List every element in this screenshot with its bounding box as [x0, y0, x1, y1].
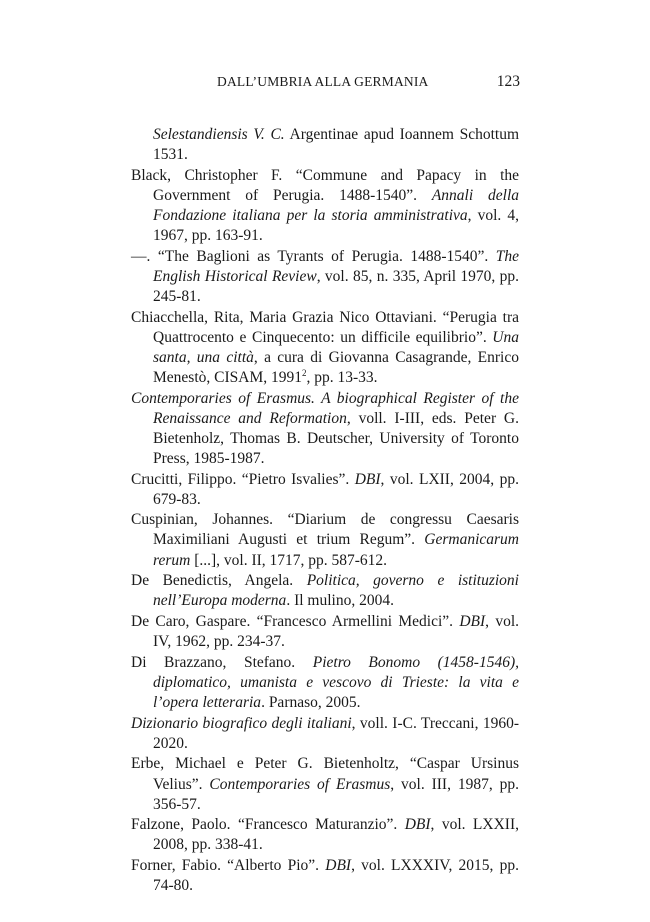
entry-text: . Il mulino, 2004. — [286, 592, 394, 610]
entry-text: . Parnaso, 2005. — [261, 693, 361, 711]
entry-text: Forner, Fabio. “Alberto Pio”. — [131, 857, 326, 875]
bibliography-entry — [131, 714, 519, 754]
entry-text: Cuspinian, Johannes. “Diarium de congressu Caesaris Maximiliani Augusti et trium Regum”. — [131, 511, 519, 549]
entry-text: Di Brazzano, Stefano. — [131, 653, 313, 671]
entry-text: Chiacchella, Rita, Maria Grazia Nico Ottaviani. “Perugia tra Quattrocento e Cinquecento: un difficile equilibrio”. — [131, 308, 519, 346]
bibliography-entry — [131, 308, 519, 388]
bibliography-entry — [131, 612, 519, 652]
entry-text: [...], vol. II, 1717, pp. 587-612. — [190, 551, 388, 569]
entry-text: —. “The Baglioni as Tyrants of Perugia. 1488-1540”. — [131, 247, 496, 265]
edition-superscript: 2 — [301, 367, 307, 378]
entry-text: , vol. 4, 1967, pp. 163-91. — [153, 206, 520, 245]
italic-title: Selestandiensis V. C. — [153, 126, 285, 143]
italic-title: Germanicarum rerum — [153, 531, 519, 569]
bibliography-entry — [131, 510, 519, 570]
italic-title: DBI — [354, 470, 381, 488]
entry-text: Crucitti, Filippo. “Pietro Isvalies”. — [131, 470, 355, 488]
italic-title: Contemporaries of Erasmus — [209, 775, 391, 793]
italic-title: Pietro Bonomo (1458-1546), diplomatico, umanista e vescovo di Trieste: la vita e l’opera letteraria — [153, 653, 519, 711]
bibliography-entry — [131, 653, 519, 713]
italic-title: Contemporaries of Erasmus. A biographical Register of the Renaissance and Reformation — [131, 389, 519, 427]
italic-title: DBI — [325, 857, 352, 875]
entry-text: , vol. LXXII, 2008, pp. 338-41. — [153, 816, 519, 854]
entry-text: Black, Christopher F. “Commune and Papacy in the Government of Perugia. 1488-1540”. — [131, 166, 519, 204]
running-head — [0, 74, 650, 94]
italic-title: DBI — [459, 613, 486, 630]
page-number: 123 — [496, 73, 520, 90]
bibliography-entry — [131, 389, 519, 469]
italic-title: The English Historical Review — [153, 247, 519, 285]
italic-title: Una santa, una città — [153, 328, 519, 366]
bibliography-entry — [131, 166, 519, 246]
entry-text: , vol. LXII, 2004, pp. 679-83. — [153, 470, 519, 508]
italic-title: Dizionario biografico degli italiani — [131, 714, 352, 732]
entry-text: Erbe, Michael e Peter G. Bietenholtz, “Caspar Ursinus Velius”. — [131, 755, 519, 793]
entry-text: , voll. I-C. Treccani, 1960-2020. — [153, 714, 519, 752]
italic-title: Politica, governo e istituzioni nell’Europa moderna — [153, 572, 519, 610]
entry-text: , vol. IV, 1962, pp. 234-37. — [153, 613, 519, 651]
entry-text: Falzone, Paolo. “Francesco Maturanzio”. — [131, 816, 405, 834]
bibliography-entry — [131, 470, 519, 510]
entry-text: , vol. 85, n. 335, April 1970, pp. 245-81. — [153, 267, 520, 305]
entry-text: , pp. 13-33. — [306, 368, 378, 386]
bibliography-entry — [131, 754, 519, 814]
entry-text: De Benedictis, Angela. — [131, 572, 307, 590]
entry-text: , a cura di Giovanna Casagrande, Enrico Menestò, CISAM, 1991 — [153, 348, 519, 386]
bibliography-entry — [131, 815, 519, 855]
italic-title: Annali della Fondazione italiana per la storia amministrativa — [153, 186, 519, 224]
bibliography-entry — [131, 247, 519, 307]
italic-title: DBI — [404, 816, 431, 834]
entry-text: De Caro, Gaspare. “Francesco Armellini Medici”. — [131, 613, 460, 630]
bibliography-list — [131, 125, 519, 897]
entry-text: , vol. LXXXIV, 2015, pp. 74-80. — [153, 857, 519, 895]
bibliography-entry — [131, 856, 519, 896]
bibliography-entry — [131, 571, 519, 611]
entry-text: , vol. III, 1987, pp. 356-57. — [153, 775, 519, 813]
running-title: DALL’UMBRIA ALLA GERMANIA — [217, 74, 429, 89]
entry-text: , voll. I-III, eds. Peter G. Bietenholz, Thomas B. Deutscher, University of Toronto Press, 1985-1987. — [153, 409, 519, 467]
bibliography-entry — [131, 125, 519, 165]
entry-text: Argentinae apud Ioannem Schottum 1531. — [153, 126, 519, 164]
